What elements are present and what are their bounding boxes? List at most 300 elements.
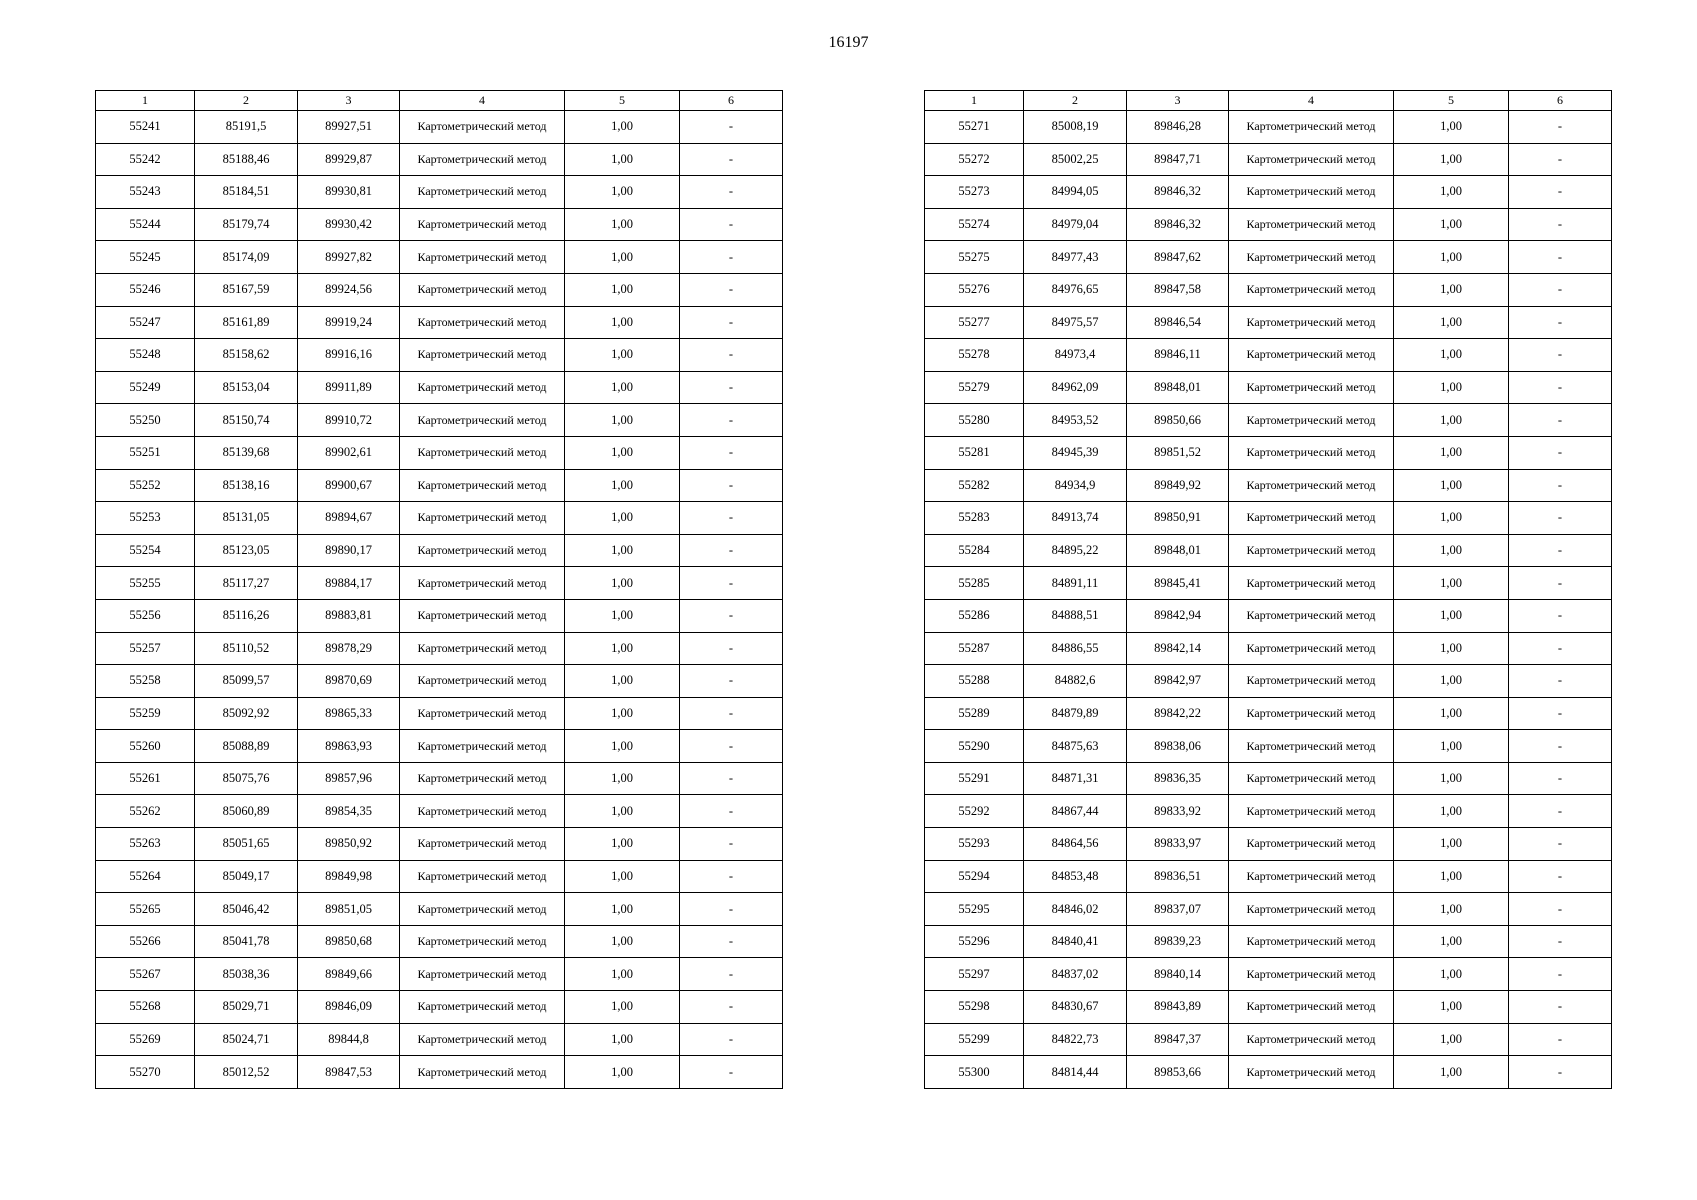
column-header-5: 5 <box>1394 91 1509 111</box>
accuracy-cell: 1,00 <box>1394 730 1509 763</box>
table-row <box>96 176 783 209</box>
y-coordinate-cell: 89846,11 <box>1127 339 1229 372</box>
description-cell: - <box>680 925 783 958</box>
table-row <box>925 632 1612 665</box>
method-cell: Картометрический метод <box>400 730 565 763</box>
description-cell: - <box>680 111 783 144</box>
point-number-cell: 55249 <box>96 371 195 404</box>
y-coordinate-cell: 89836,51 <box>1127 860 1229 893</box>
description-cell: - <box>1509 306 1612 339</box>
x-coordinate-cell: 85153,04 <box>195 371 298 404</box>
accuracy-cell: 1,00 <box>565 860 680 893</box>
point-number-cell: 55264 <box>96 860 195 893</box>
table-row <box>96 925 783 958</box>
accuracy-cell: 1,00 <box>565 176 680 209</box>
x-coordinate-cell: 85138,16 <box>195 469 298 502</box>
y-coordinate-cell: 89870,69 <box>298 665 400 698</box>
y-coordinate-cell: 89849,98 <box>298 860 400 893</box>
x-coordinate-cell: 85188,46 <box>195 143 298 176</box>
coordinates-table-left <box>95 90 783 1089</box>
description-cell: - <box>1509 241 1612 274</box>
method-cell: Картометрический метод <box>1229 893 1394 926</box>
accuracy-cell: 1,00 <box>1394 534 1509 567</box>
table-row <box>925 991 1612 1024</box>
page-number: 16197 <box>828 34 869 51</box>
x-coordinate-cell: 85099,57 <box>195 665 298 698</box>
method-cell: Картометрический метод <box>400 534 565 567</box>
point-number-cell: 55276 <box>925 273 1024 306</box>
method-cell: Картометрический метод <box>400 436 565 469</box>
description-cell: - <box>1509 697 1612 730</box>
table-row <box>96 893 783 926</box>
point-number-cell: 55275 <box>925 241 1024 274</box>
point-number-cell: 55265 <box>96 893 195 926</box>
method-cell: Картометрический метод <box>1229 795 1394 828</box>
table-row <box>925 762 1612 795</box>
accuracy-cell: 1,00 <box>1394 371 1509 404</box>
description-cell: - <box>1509 1023 1612 1056</box>
x-coordinate-cell: 84864,56 <box>1024 828 1127 861</box>
table-row <box>925 730 1612 763</box>
accuracy-cell: 1,00 <box>565 339 680 372</box>
method-cell: Картометрический метод <box>1229 697 1394 730</box>
accuracy-cell: 1,00 <box>1394 828 1509 861</box>
x-coordinate-cell: 84830,67 <box>1024 991 1127 1024</box>
table-row <box>96 665 783 698</box>
accuracy-cell: 1,00 <box>565 991 680 1024</box>
accuracy-cell: 1,00 <box>1394 1056 1509 1089</box>
accuracy-cell: 1,00 <box>1394 404 1509 437</box>
coordinates-table-right <box>924 90 1612 1089</box>
x-coordinate-cell: 84934,9 <box>1024 469 1127 502</box>
x-coordinate-cell: 84979,04 <box>1024 208 1127 241</box>
y-coordinate-cell: 89838,06 <box>1127 730 1229 763</box>
description-cell: - <box>1509 828 1612 861</box>
x-coordinate-cell: 84891,11 <box>1024 567 1127 600</box>
point-number-cell: 55296 <box>925 925 1024 958</box>
accuracy-cell: 1,00 <box>565 795 680 828</box>
table-header <box>96 91 783 111</box>
x-coordinate-cell: 84846,02 <box>1024 893 1127 926</box>
y-coordinate-cell: 89863,93 <box>298 730 400 763</box>
point-number-cell: 55271 <box>925 111 1024 144</box>
point-number-cell: 55272 <box>925 143 1024 176</box>
table-row <box>96 1056 783 1089</box>
accuracy-cell: 1,00 <box>1394 241 1509 274</box>
table-row <box>96 371 783 404</box>
accuracy-cell: 1,00 <box>565 502 680 535</box>
description-cell: - <box>1509 176 1612 209</box>
method-cell: Картометрический метод <box>400 404 565 437</box>
description-cell: - <box>680 958 783 991</box>
x-coordinate-cell: 85191,5 <box>195 111 298 144</box>
table-row <box>925 925 1612 958</box>
y-coordinate-cell: 89847,62 <box>1127 241 1229 274</box>
point-number-cell: 55298 <box>925 991 1024 1024</box>
x-coordinate-cell: 85131,05 <box>195 502 298 535</box>
description-cell: - <box>680 469 783 502</box>
method-cell: Картометрический метод <box>400 860 565 893</box>
method-cell: Картометрический метод <box>1229 1056 1394 1089</box>
table-row <box>96 241 783 274</box>
table-row <box>96 469 783 502</box>
method-cell: Картометрический метод <box>1229 958 1394 991</box>
x-coordinate-cell: 84977,43 <box>1024 241 1127 274</box>
accuracy-cell: 1,00 <box>565 1023 680 1056</box>
column-header-4: 4 <box>400 91 565 111</box>
method-cell: Картометрический метод <box>400 567 565 600</box>
point-number-cell: 55242 <box>96 143 195 176</box>
column-header-4: 4 <box>1229 91 1394 111</box>
description-cell: - <box>1509 958 1612 991</box>
x-coordinate-cell: 85024,71 <box>195 1023 298 1056</box>
description-cell: - <box>680 795 783 828</box>
point-number-cell: 55269 <box>96 1023 195 1056</box>
x-coordinate-cell: 84879,89 <box>1024 697 1127 730</box>
table-row <box>96 567 783 600</box>
method-cell: Картометрический метод <box>1229 567 1394 600</box>
y-coordinate-cell: 89837,07 <box>1127 893 1229 926</box>
y-coordinate-cell: 89847,53 <box>298 1056 400 1089</box>
table-header <box>925 91 1612 111</box>
y-coordinate-cell: 89846,32 <box>1127 208 1229 241</box>
x-coordinate-cell: 85123,05 <box>195 534 298 567</box>
description-cell: - <box>680 534 783 567</box>
accuracy-cell: 1,00 <box>565 958 680 991</box>
table-row <box>925 306 1612 339</box>
y-coordinate-cell: 89894,67 <box>298 502 400 535</box>
point-number-cell: 55260 <box>96 730 195 763</box>
table-row <box>925 893 1612 926</box>
accuracy-cell: 1,00 <box>1394 111 1509 144</box>
x-coordinate-cell: 84962,09 <box>1024 371 1127 404</box>
description-cell: - <box>680 893 783 926</box>
y-coordinate-cell: 89900,67 <box>298 469 400 502</box>
method-cell: Картометрический метод <box>400 599 565 632</box>
method-cell: Картометрический метод <box>400 632 565 665</box>
y-coordinate-cell: 89839,23 <box>1127 925 1229 958</box>
method-cell: Картометрический метод <box>1229 632 1394 665</box>
description-cell: - <box>680 991 783 1024</box>
method-cell: Картометрический метод <box>1229 273 1394 306</box>
accuracy-cell: 1,00 <box>565 632 680 665</box>
header-row <box>925 91 1612 111</box>
table-row <box>925 502 1612 535</box>
point-number-cell: 55268 <box>96 991 195 1024</box>
description-cell: - <box>680 306 783 339</box>
point-number-cell: 55263 <box>96 828 195 861</box>
point-number-cell: 55277 <box>925 306 1024 339</box>
table-row <box>925 1056 1612 1089</box>
y-coordinate-cell: 89927,82 <box>298 241 400 274</box>
description-cell: - <box>680 176 783 209</box>
description-cell: - <box>680 828 783 861</box>
description-cell: - <box>680 730 783 763</box>
description-cell: - <box>1509 143 1612 176</box>
method-cell: Картометрический метод <box>1229 925 1394 958</box>
table-row <box>925 1023 1612 1056</box>
y-coordinate-cell: 89847,58 <box>1127 273 1229 306</box>
accuracy-cell: 1,00 <box>1394 893 1509 926</box>
table-row <box>96 111 783 144</box>
method-cell: Картометрический метод <box>400 828 565 861</box>
method-cell: Картометрический метод <box>1229 828 1394 861</box>
point-number-cell: 55246 <box>96 273 195 306</box>
accuracy-cell: 1,00 <box>565 111 680 144</box>
method-cell: Картометрический метод <box>1229 241 1394 274</box>
x-coordinate-cell: 85184,51 <box>195 176 298 209</box>
point-number-cell: 55281 <box>925 436 1024 469</box>
y-coordinate-cell: 89924,56 <box>298 273 400 306</box>
description-cell: - <box>1509 991 1612 1024</box>
method-cell: Картометрический метод <box>400 241 565 274</box>
y-coordinate-cell: 89848,01 <box>1127 371 1229 404</box>
description-cell: - <box>1509 893 1612 926</box>
point-number-cell: 55262 <box>96 795 195 828</box>
x-coordinate-cell: 84975,57 <box>1024 306 1127 339</box>
column-header-3: 3 <box>1127 91 1229 111</box>
table-row <box>96 273 783 306</box>
point-number-cell: 55254 <box>96 534 195 567</box>
method-cell: Картометрический метод <box>1229 208 1394 241</box>
column-header-1: 1 <box>925 91 1024 111</box>
y-coordinate-cell: 89850,92 <box>298 828 400 861</box>
point-number-cell: 55256 <box>96 599 195 632</box>
description-cell: - <box>1509 925 1612 958</box>
description-cell: - <box>1509 860 1612 893</box>
point-number-cell: 55258 <box>96 665 195 698</box>
description-cell: - <box>680 1056 783 1089</box>
description-cell: - <box>1509 665 1612 698</box>
x-coordinate-cell: 84867,44 <box>1024 795 1127 828</box>
table-row <box>96 143 783 176</box>
point-number-cell: 55299 <box>925 1023 1024 1056</box>
method-cell: Картометрический метод <box>400 958 565 991</box>
point-number-cell: 55259 <box>96 697 195 730</box>
y-coordinate-cell: 89890,17 <box>298 534 400 567</box>
column-header-2: 2 <box>195 91 298 111</box>
description-cell: - <box>1509 795 1612 828</box>
point-number-cell: 55241 <box>96 111 195 144</box>
method-cell: Картометрический метод <box>1229 371 1394 404</box>
method-cell: Картометрический метод <box>400 697 565 730</box>
method-cell: Картометрический метод <box>400 1056 565 1089</box>
y-coordinate-cell: 89910,72 <box>298 404 400 437</box>
x-coordinate-cell: 84994,05 <box>1024 176 1127 209</box>
x-coordinate-cell: 85174,09 <box>195 241 298 274</box>
point-number-cell: 55244 <box>96 208 195 241</box>
accuracy-cell: 1,00 <box>1394 208 1509 241</box>
y-coordinate-cell: 89836,35 <box>1127 762 1229 795</box>
x-coordinate-cell: 85088,89 <box>195 730 298 763</box>
point-number-cell: 55253 <box>96 502 195 535</box>
description-cell: - <box>1509 632 1612 665</box>
method-cell: Картометрический метод <box>400 371 565 404</box>
accuracy-cell: 1,00 <box>1394 958 1509 991</box>
column-header-6: 6 <box>1509 91 1612 111</box>
point-number-cell: 55261 <box>96 762 195 795</box>
x-coordinate-cell: 85167,59 <box>195 273 298 306</box>
method-cell: Картометрический метод <box>400 991 565 1024</box>
point-number-cell: 55283 <box>925 502 1024 535</box>
description-cell: - <box>1509 273 1612 306</box>
table-row <box>96 436 783 469</box>
x-coordinate-cell: 85110,52 <box>195 632 298 665</box>
method-cell: Картометрический метод <box>400 469 565 502</box>
method-cell: Картометрический метод <box>400 143 565 176</box>
description-cell: - <box>1509 371 1612 404</box>
y-coordinate-cell: 89844,8 <box>298 1023 400 1056</box>
accuracy-cell: 1,00 <box>565 697 680 730</box>
y-coordinate-cell: 89842,14 <box>1127 632 1229 665</box>
x-coordinate-cell: 84882,6 <box>1024 665 1127 698</box>
x-coordinate-cell: 84822,73 <box>1024 1023 1127 1056</box>
accuracy-cell: 1,00 <box>565 241 680 274</box>
method-cell: Картометрический метод <box>1229 339 1394 372</box>
y-coordinate-cell: 89842,22 <box>1127 697 1229 730</box>
table-row <box>925 469 1612 502</box>
accuracy-cell: 1,00 <box>1394 762 1509 795</box>
accuracy-cell: 1,00 <box>565 567 680 600</box>
table-row <box>925 176 1612 209</box>
x-coordinate-cell: 84837,02 <box>1024 958 1127 991</box>
accuracy-cell: 1,00 <box>565 599 680 632</box>
accuracy-cell: 1,00 <box>1394 469 1509 502</box>
point-number-cell: 55284 <box>925 534 1024 567</box>
column-header-3: 3 <box>298 91 400 111</box>
y-coordinate-cell: 89865,33 <box>298 697 400 730</box>
description-cell: - <box>680 502 783 535</box>
accuracy-cell: 1,00 <box>1394 1023 1509 1056</box>
description-cell: - <box>680 860 783 893</box>
accuracy-cell: 1,00 <box>565 469 680 502</box>
table-row <box>96 795 783 828</box>
column-header-5: 5 <box>565 91 680 111</box>
method-cell: Картометрический метод <box>1229 665 1394 698</box>
accuracy-cell: 1,00 <box>565 306 680 339</box>
method-cell: Картометрический метод <box>1229 469 1394 502</box>
method-cell: Картометрический метод <box>400 273 565 306</box>
y-coordinate-cell: 89857,96 <box>298 762 400 795</box>
y-coordinate-cell: 89854,35 <box>298 795 400 828</box>
method-cell: Картометрический метод <box>1229 730 1394 763</box>
accuracy-cell: 1,00 <box>1394 273 1509 306</box>
column-header-2: 2 <box>1024 91 1127 111</box>
description-cell: - <box>680 208 783 241</box>
y-coordinate-cell: 89902,61 <box>298 436 400 469</box>
accuracy-cell: 1,00 <box>565 665 680 698</box>
accuracy-cell: 1,00 <box>1394 665 1509 698</box>
point-number-cell: 55300 <box>925 1056 1024 1089</box>
point-number-cell: 55248 <box>96 339 195 372</box>
accuracy-cell: 1,00 <box>565 1056 680 1089</box>
x-coordinate-cell: 85012,52 <box>195 1056 298 1089</box>
method-cell: Картометрический метод <box>1229 991 1394 1024</box>
x-coordinate-cell: 84913,74 <box>1024 502 1127 535</box>
description-cell: - <box>1509 762 1612 795</box>
method-cell: Картометрический метод <box>400 795 565 828</box>
x-coordinate-cell: 85041,78 <box>195 925 298 958</box>
table-row <box>925 599 1612 632</box>
point-number-cell: 55292 <box>925 795 1024 828</box>
table-row <box>96 958 783 991</box>
y-coordinate-cell: 89846,32 <box>1127 176 1229 209</box>
accuracy-cell: 1,00 <box>1394 795 1509 828</box>
description-cell: - <box>680 599 783 632</box>
method-cell: Картометрический метод <box>400 502 565 535</box>
point-number-cell: 55278 <box>925 339 1024 372</box>
accuracy-cell: 1,00 <box>1394 143 1509 176</box>
description-cell: - <box>1509 502 1612 535</box>
y-coordinate-cell: 89842,97 <box>1127 665 1229 698</box>
accuracy-cell: 1,00 <box>565 925 680 958</box>
y-coordinate-cell: 89847,37 <box>1127 1023 1229 1056</box>
point-number-cell: 55294 <box>925 860 1024 893</box>
y-coordinate-cell: 89884,17 <box>298 567 400 600</box>
description-cell: - <box>1509 599 1612 632</box>
description-cell: - <box>680 697 783 730</box>
description-cell: - <box>680 665 783 698</box>
description-cell: - <box>680 436 783 469</box>
point-number-cell: 55273 <box>925 176 1024 209</box>
x-coordinate-cell: 85150,74 <box>195 404 298 437</box>
y-coordinate-cell: 89848,01 <box>1127 534 1229 567</box>
accuracy-cell: 1,00 <box>1394 306 1509 339</box>
accuracy-cell: 1,00 <box>565 893 680 926</box>
table-row <box>96 860 783 893</box>
table-row <box>96 762 783 795</box>
description-cell: - <box>1509 534 1612 567</box>
table-row <box>925 534 1612 567</box>
table-row <box>96 697 783 730</box>
table-row <box>925 404 1612 437</box>
description-cell: - <box>680 567 783 600</box>
description-cell: - <box>1509 469 1612 502</box>
description-cell: - <box>1509 404 1612 437</box>
accuracy-cell: 1,00 <box>1394 632 1509 665</box>
method-cell: Картометрический метод <box>1229 860 1394 893</box>
accuracy-cell: 1,00 <box>565 730 680 763</box>
method-cell: Картометрический метод <box>1229 306 1394 339</box>
table-row <box>925 958 1612 991</box>
x-coordinate-cell: 85116,26 <box>195 599 298 632</box>
y-coordinate-cell: 89846,09 <box>298 991 400 1024</box>
table-row <box>925 273 1612 306</box>
description-cell: - <box>1509 1056 1612 1089</box>
table-row <box>925 665 1612 698</box>
description-cell: - <box>680 339 783 372</box>
method-cell: Картометрический метод <box>400 306 565 339</box>
point-number-cell: 55252 <box>96 469 195 502</box>
point-number-cell: 55247 <box>96 306 195 339</box>
column-header-1: 1 <box>96 91 195 111</box>
x-coordinate-cell: 84886,55 <box>1024 632 1127 665</box>
x-coordinate-cell: 85075,76 <box>195 762 298 795</box>
y-coordinate-cell: 89878,29 <box>298 632 400 665</box>
method-cell: Картометрический метод <box>400 111 565 144</box>
method-cell: Картометрический метод <box>1229 599 1394 632</box>
method-cell: Картометрический метод <box>1229 111 1394 144</box>
x-coordinate-cell: 85117,27 <box>195 567 298 600</box>
description-cell: - <box>1509 339 1612 372</box>
method-cell: Картометрический метод <box>1229 436 1394 469</box>
table-row <box>96 828 783 861</box>
accuracy-cell: 1,00 <box>1394 339 1509 372</box>
y-coordinate-cell: 89849,92 <box>1127 469 1229 502</box>
accuracy-cell: 1,00 <box>1394 860 1509 893</box>
point-number-cell: 55295 <box>925 893 1024 926</box>
point-number-cell: 55293 <box>925 828 1024 861</box>
